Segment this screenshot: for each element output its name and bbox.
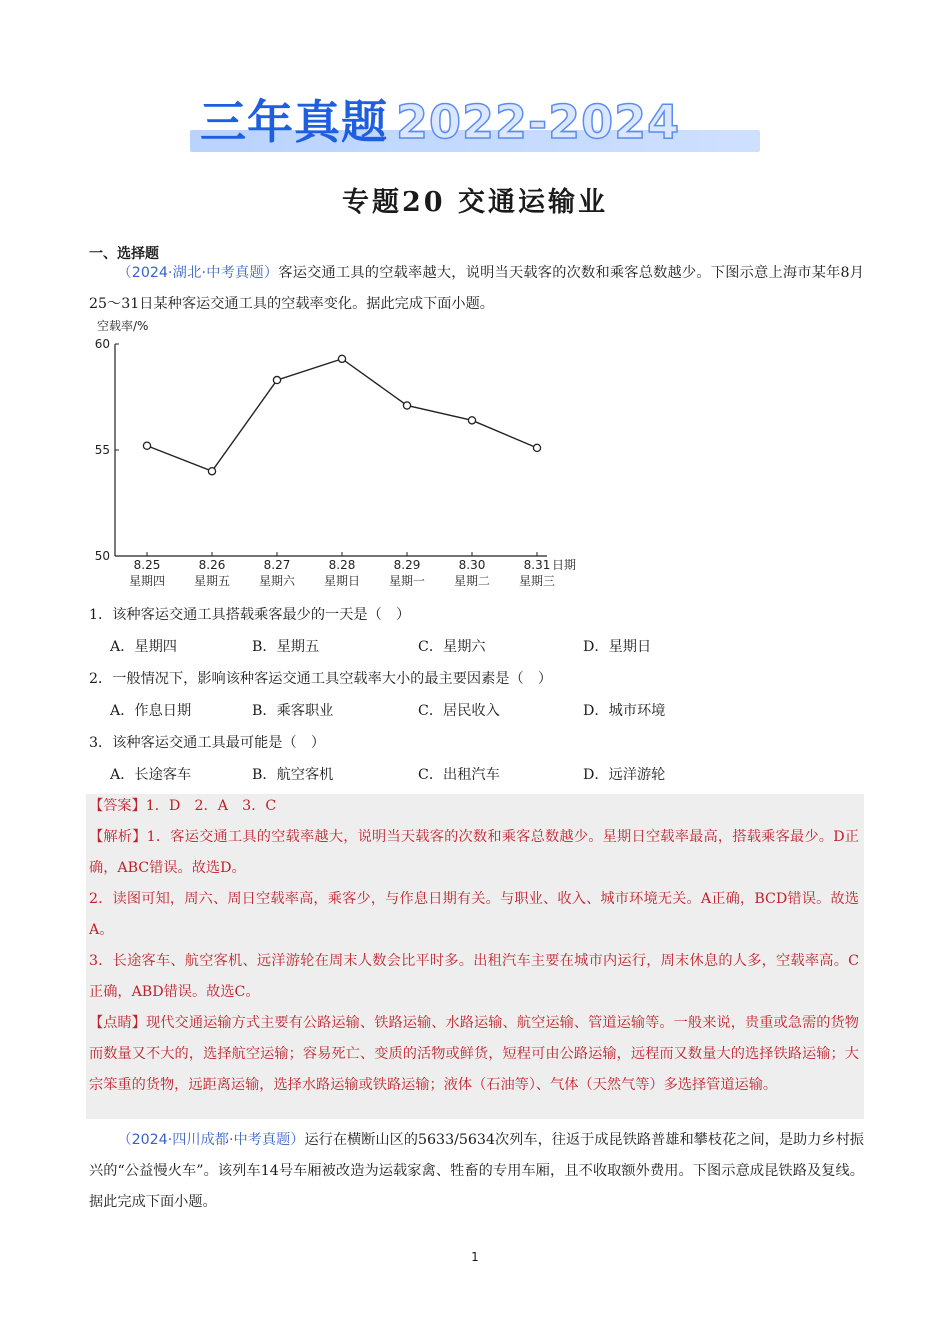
analysis-1: 【解析】1．客运交通工具的空载率越大，说明当天载客的次数和乘客总数越少。星期日空载率最高，搭载乘客最少。D正确，ABC错误。故选D。 [89,829,859,876]
data-point [143,442,150,449]
series-line [147,359,537,471]
x-tick-label: 8.25 [133,558,161,572]
option-b[interactable]: B．乘客职业 [252,703,334,719]
question-intro-text: 客运交通工具的空载率越大，说明当天载客的次数和乘客总数越少。下图示意上海市某年8月25～31日某种客运交通工具的空载率变化。据此完成下面小题。 [89,265,864,312]
weekday-label: 星期二 [453,574,491,588]
x-tick-label: 8.29 [393,558,421,572]
page-number: 1 [471,1250,479,1264]
analysis-3: 3．长途客车、航空客机、远洋游轮在周末人数会比平时多。出租汽车主要在城市内运行，周末休息的人多，空载率高。C正确，ABD错误。故选C。 [89,953,859,1000]
option-a[interactable]: A．星期四 [110,639,177,655]
x-tick-label: 8.27 [263,558,291,572]
option-d[interactable]: D．城市环境 [583,703,666,719]
question-intro-2 [89,1125,864,1218]
title-banner [190,92,760,154]
banner-text [200,86,680,152]
y-tick-label: 50 [94,549,110,563]
question-2-stem: 2．一般情况下，影响该种客运交通工具空载率大小的最主要因素是（ ） [89,671,553,687]
question-1-options [110,636,810,658]
option-d[interactable]: D．星期日 [583,639,652,655]
x-axis-label: 日期 [552,558,577,572]
section-heading: 一、选择题 [89,246,159,262]
data-point [208,468,215,475]
y-tick-label: 60 [94,337,110,351]
option-b[interactable]: B．航空客机 [252,767,334,783]
data-point [533,444,540,451]
weekday-label: 星期六 [258,574,296,588]
question-1-stem: 1．该种客运交通工具搭载乘客最少的一天是（ ） [89,607,411,623]
y-tick-label: 55 [94,443,110,457]
y-axis-label: 空载率/% [97,319,149,333]
question-intro-text: 运行在横断山区的5633/5634次列车，往返于成昆铁路普雄和攀枝花之间，是助力乡村振兴的“公益慢火车”。该列车14号车厢被改造为运载家禽、牲畜的专用车厢，且不收取额外费用。下图示意成昆铁路及复线。据此完成下面小题。 [89,1132,864,1210]
weekday-label: 星期日 [323,574,361,588]
weekday-label: 星期一 [388,574,426,588]
weekday-label: 星期四 [128,574,166,588]
option-c[interactable]: C．星期六 [418,639,486,655]
line-chart [89,316,589,592]
tip-note: 【点睛】现代交通运输方式主要有公路运输、铁路运输、水路运输、航空运输、管道运输等。一般来说，贵重或急需的货物而数量又不大的，选择航空运输；容易死亡、变质的活物或鲜货，短程可由公路运输，远程而又数量大的选择铁路运输；大宗笨重的货物，远距离运输，选择水路运输或铁路运输；液体（石油等）、气体（天然气等）多选择管道运输。 [89,1015,859,1093]
data-point [338,355,345,362]
option-c[interactable]: C．出租汽车 [418,767,500,783]
x-tick-label: 8.31 [523,558,551,572]
option-b[interactable]: B．星期五 [252,639,320,655]
weekday-label: 星期三 [518,574,556,588]
x-tick-label: 8.26 [198,558,226,572]
weekday-label: 星期五 [193,574,231,588]
option-a[interactable]: A．长途客车 [110,767,192,783]
answer-key: 【答案】1．D 2．A 3．C [89,798,277,814]
question-3-stem: 3．该种客运交通工具最可能是（ ） [89,735,326,751]
analysis-2: 2．读图可知，周六、周日空载率高，乘客少，与作息日期有关。与职业、收入、城市环境无关。A正确，BCD错误。故选A。 [89,891,859,938]
x-tick-label: 8.30 [458,558,486,572]
option-a[interactable]: A．作息日期 [110,703,192,719]
question-2-options [110,700,810,722]
option-d[interactable]: D．远洋游轮 [583,767,666,783]
data-point [273,376,280,383]
banner-part-b: 2022-2024 [396,95,681,149]
question-3-options [110,764,810,786]
x-tick-label: 8.28 [328,558,356,572]
data-point [403,402,410,409]
question-intro-1 [89,258,864,320]
data-point [468,417,475,424]
question-source: （2024·湖北·中考真题） [117,265,279,281]
banner-part-a: 三年真题 [200,95,388,149]
option-c[interactable]: C．居民收入 [418,703,500,719]
question-source: （2024·四川成都·中考真题） [117,1132,305,1148]
subject-title: 专题20 交通运输业 [342,187,608,218]
